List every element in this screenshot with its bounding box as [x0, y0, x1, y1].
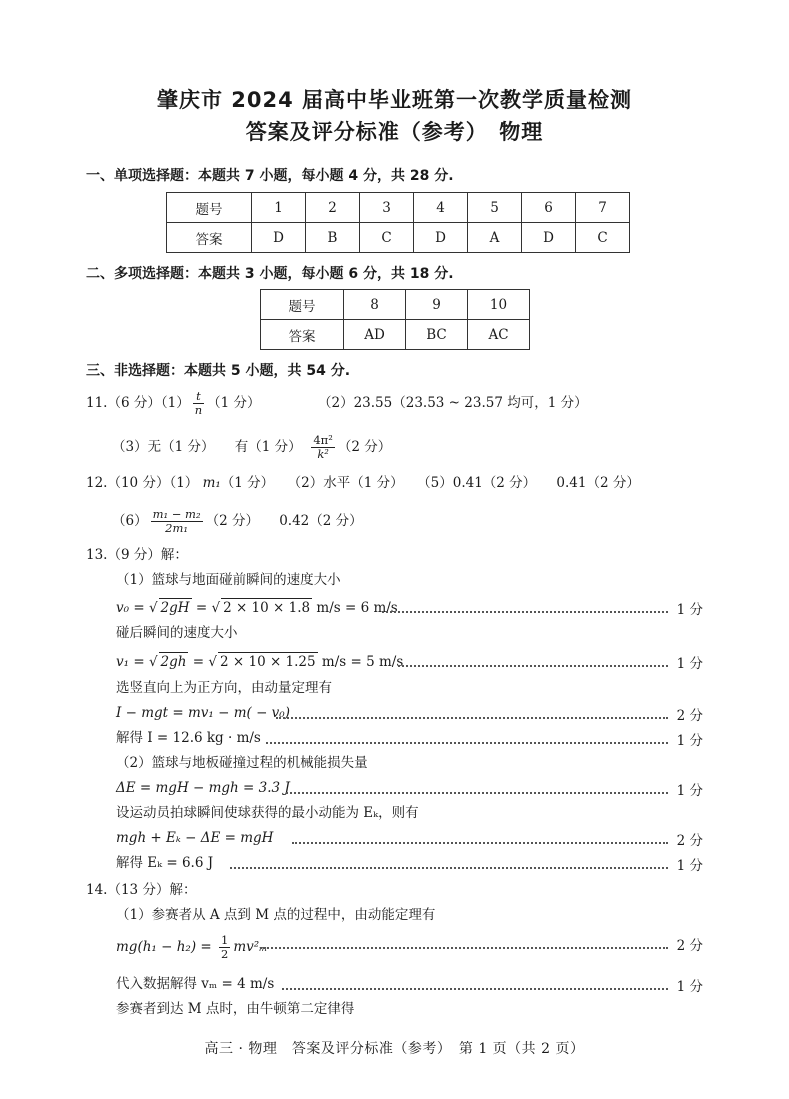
q13-text5: （2）篮球与地板碰撞过程的机械能损失量 — [116, 755, 368, 771]
q12-part6: （6） — [112, 513, 148, 529]
leader-dots — [382, 611, 668, 613]
q13-eq1-root1 — [159, 598, 192, 617]
q11-frac1-num: t — [193, 390, 204, 404]
q11-line1 — [86, 390, 261, 417]
table-cell: A — [468, 223, 522, 253]
q11-score3: （2 分） — [337, 439, 392, 455]
table-cell: 6 — [522, 193, 576, 223]
q13-score7: 1 分 — [676, 858, 703, 874]
q13-text3: 选竖直向上为正方向，由动量定理有 — [116, 680, 332, 696]
q11-fraction1 — [193, 390, 204, 417]
page-footer: 高三 · 物理 答案及评分标准（参考） 第 1 页（共 2 页） — [204, 1041, 585, 1057]
q12-line1-rest: （1 分） （2）水平（1 分） （5）0.41（2 分） 0.41（2 分） — [220, 475, 640, 491]
q12-line1 — [86, 474, 640, 492]
q13-eq1-root2-text: 2 × 10 × 1.8 — [223, 600, 311, 616]
q13-eq2-root1-text: 2gh — [160, 654, 187, 670]
q13-head: 13.（9 分）解： — [86, 547, 188, 563]
q12-frac-num: m₁ − m₂ — [152, 507, 201, 521]
q13-eq1-lhs: v₀ = — [116, 600, 149, 616]
q14-eq1-rhs: mv²ₘ — [233, 939, 268, 955]
q12-frac-den: 2m₁ — [165, 521, 188, 535]
q13-eq1: v₀ = √ 2gH = √ 2 × 10 × 1.8 m/s = 6 m/s — [116, 600, 398, 616]
q14-text3: 参赛者到达 M 点时，由牛顿第二定律得 — [116, 1001, 355, 1017]
q13-eq2-root2 — [218, 652, 318, 671]
leader-dots — [398, 665, 668, 667]
table-cell: 题号 — [167, 193, 252, 223]
q14-eq1-fraction — [219, 934, 230, 961]
q13-eq1-root2 — [221, 598, 312, 617]
table-cell: D — [522, 223, 576, 253]
page-title: 肇庆市 2024 届高中毕业班第一次教学质量检测 — [156, 88, 633, 112]
q13-eq1-root1-text: 2gH — [160, 600, 190, 616]
table-cell: 10 — [468, 290, 530, 320]
leader-dots — [292, 842, 668, 844]
q13-eq5 — [116, 779, 290, 797]
q13-score2: 1 分 — [676, 656, 703, 672]
q13-text6: 设运动员拍球瞬间使球获得的最小动能为 Eₖ，则有 — [116, 805, 419, 821]
table-cell: 9 — [406, 290, 468, 320]
q13-text1: （1）篮球与地面碰前瞬间的速度大小 — [116, 572, 341, 588]
table-cell: 2 — [306, 193, 360, 223]
q13-eq6 — [116, 829, 273, 847]
table-cell: 7 — [576, 193, 630, 223]
q13-eq5-text: ΔE = mgH − mgh = 3.3 J — [116, 780, 290, 796]
section1-heading: 一、单项选择题：本题共 7 小题，每小题 4 分，共 28 分. — [86, 168, 454, 184]
q13-eq1-eq: = — [191, 600, 212, 616]
table-row — [167, 223, 630, 253]
multi-choice-answer-table — [260, 289, 530, 350]
leader-dots — [282, 988, 668, 990]
q13-score3: 2 分 — [676, 708, 703, 724]
table-cell: 8 — [344, 290, 406, 320]
q14-eq1-frac-den: 2 — [220, 947, 229, 961]
q14-eq1-frac-num: 1 — [220, 933, 229, 947]
q13-score6: 2 分 — [676, 833, 703, 849]
table-row — [261, 320, 530, 350]
leader-dots — [230, 867, 668, 869]
q11-line3 — [112, 434, 391, 461]
leader-dots — [266, 742, 668, 744]
table-cell: 答案 — [261, 320, 344, 350]
table-cell: 题号 — [261, 290, 344, 320]
q12-m1: m₁ — [202, 475, 221, 491]
q13-score5: 1 分 — [676, 783, 703, 799]
q14-eq2: 代入数据解得 vₘ = 4 m/s — [116, 976, 275, 992]
q13-eq4: 解得 I = 12.6 kg · m/s — [116, 730, 261, 746]
table-cell: B — [306, 223, 360, 253]
table-cell: 5 — [468, 193, 522, 223]
q11-part3: （3）无（1 分） 有（1 分） — [112, 439, 295, 455]
q11-frac2-num: 4π² — [313, 433, 333, 447]
q13-eq1-result: m/s = 6 m/s — [312, 600, 398, 616]
leader-dots — [260, 947, 668, 949]
single-choice-answer-table — [166, 192, 630, 253]
q13-eq7: 解得 Eₖ = 6.6 J — [116, 855, 214, 871]
table-cell: BC — [406, 320, 468, 350]
q14-text1: （1）参赛者从 A 点到 M 点的过程中，由动能定理有 — [116, 907, 436, 923]
q11-fraction2 — [311, 434, 335, 461]
leader-dots — [286, 792, 668, 794]
page-subtitle: 答案及评分标准（参考） 物理 — [245, 120, 544, 144]
q11-frac1-den: n — [194, 403, 203, 417]
q13-score1: 1 分 — [676, 602, 703, 618]
table-row — [167, 193, 630, 223]
q11-part2: （2）23.55（23.53 ~ 23.57 均可，1 分） — [318, 395, 588, 411]
table-cell: AC — [468, 320, 530, 350]
q12-line2 — [112, 508, 363, 535]
table-cell: C — [576, 223, 630, 253]
q13-eq2-root2-text: 2 × 10 × 1.25 — [220, 654, 316, 670]
q13-eq3 — [116, 704, 290, 722]
q12-line2-rest: （2 分） 0.42（2 分） — [205, 513, 363, 529]
table-cell: 答案 — [167, 223, 252, 253]
q14-eq1-lhs: mg(h₁ − h₂) = — [116, 939, 216, 955]
q13-score4: 1 分 — [676, 733, 703, 749]
q14-eq1 — [116, 934, 267, 961]
table-cell: 3 — [360, 193, 414, 223]
q14-head: 14.（13 分）解： — [86, 882, 197, 898]
section3-heading: 三、非选择题：本题共 5 小题，共 54 分. — [86, 363, 351, 379]
q14-score1: 2 分 — [676, 938, 703, 954]
q13-eq2-lhs: v₁ = — [116, 654, 149, 670]
q11-head: 11.（6 分）（1） — [86, 395, 190, 411]
q12-fraction — [151, 508, 203, 535]
table-cell: D — [414, 223, 468, 253]
leader-dots — [276, 717, 668, 719]
q13-eq2-root1 — [159, 652, 189, 671]
table-cell: C — [360, 223, 414, 253]
table-cell: 4 — [414, 193, 468, 223]
table-cell: D — [252, 223, 306, 253]
q12-head: 12.（10 分）（1） — [86, 475, 199, 491]
table-cell: AD — [344, 320, 406, 350]
q13-eq2-eq: = — [188, 654, 209, 670]
q13-eq3-text: I − mgt = mv₁ − m( − v₀) — [116, 705, 290, 721]
q11-score1: （1 分） — [207, 395, 261, 411]
q13-text2: 碰后瞬间的速度大小 — [116, 625, 238, 641]
q14-score2: 1 分 — [676, 979, 703, 995]
table-row — [261, 290, 530, 320]
q13-eq2-result: m/s = 5 m/s — [317, 654, 404, 670]
q13-eq6-text: mgh + Eₖ − ΔE = mgH — [116, 830, 274, 846]
q11-frac2-den: k² — [317, 447, 329, 461]
section2-heading: 二、多项选择题：本题共 3 小题，每小题 6 分，共 18 分. — [86, 266, 454, 282]
table-cell: 1 — [252, 193, 306, 223]
q13-eq2: v₁ = √ 2gh = √ 2 × 10 × 1.25 m/s = 5 m/s — [116, 654, 404, 670]
